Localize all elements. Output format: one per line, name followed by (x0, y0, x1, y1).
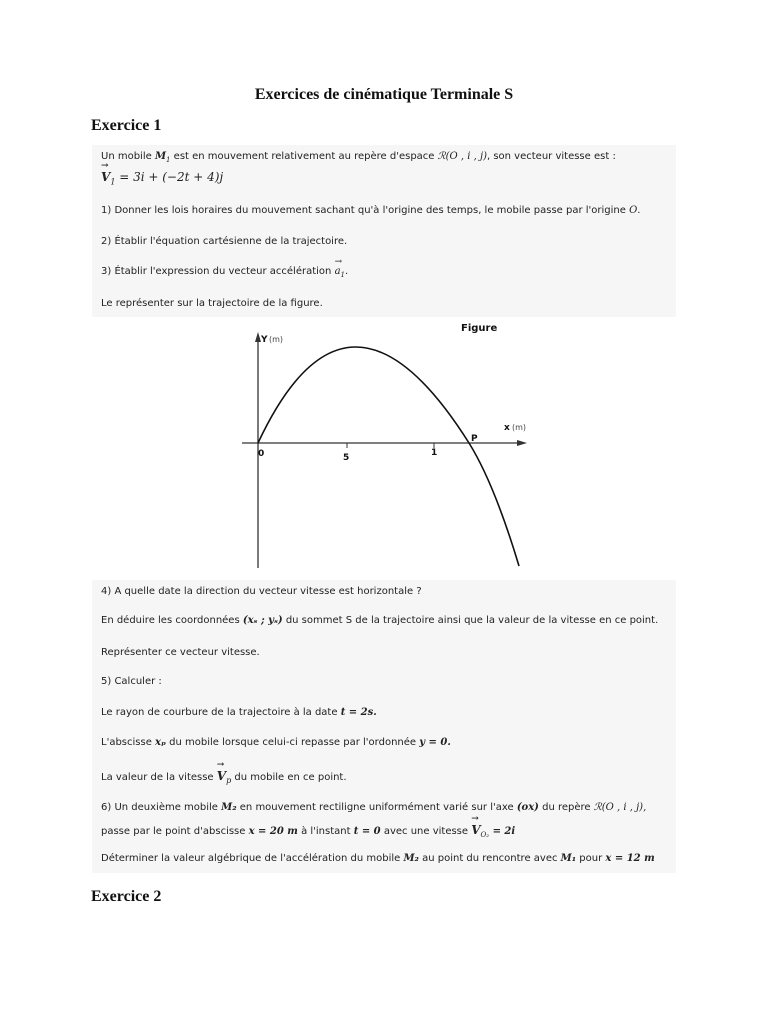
trajectory-curve (258, 347, 519, 566)
question-4-a-text-1: En déduire les coordonnées (101, 615, 243, 626)
velocity-v1-sub: 1 (110, 177, 116, 187)
summit-coordinates: (xₛ ; yₛ) (242, 615, 283, 626)
question-6-frame: ℛ(O , i , j), (593, 802, 647, 813)
question-5-c-vp-sub: p (226, 776, 232, 785)
exercise-1-heading: Exercice 1 (91, 117, 162, 134)
question-6-c (101, 853, 655, 864)
intro-text-2: est en mouvement relativement au repère d'espace (170, 151, 438, 162)
question-6-b-v-value: = 2i (489, 826, 516, 837)
question-1-text: 1) Donner les lois horaires du mouvement sachant qu'à l'origine des temps, le mobile passe par l'origine (101, 205, 630, 216)
exercise-1-questions-block (92, 580, 676, 873)
velocity-expression: = 3i + (−2t + 4)j (115, 170, 224, 184)
question-5-c-vp: → V (217, 769, 226, 783)
question-5-b-text-2: du mobile lorsque celui-ci repasse par l'ordonnée (166, 737, 420, 748)
question-5-a-text: Le rayon de courbure de la trajectoire à la date (101, 707, 341, 718)
tick-1-label: 1 (431, 448, 438, 458)
question-5-b-text-1: L'abscisse (101, 737, 156, 748)
exercise-2-heading: Exercice 2 (91, 888, 162, 905)
question-6-a-text-3: du repère (538, 802, 594, 813)
intro-line (101, 151, 667, 164)
question-6-c-text-1: Déterminer la valeur algébrique de l'accélération du mobile (101, 853, 404, 864)
question-6-c-x: x = 12 m (605, 853, 655, 864)
question-4-b: Représenter ce vecteur vitesse. (101, 647, 260, 658)
x-axis-label: x (504, 423, 510, 433)
question-3: 3) Établir l'expression du vecteur accélération → $a_1$. (101, 266, 348, 279)
question-6-c-text-3: pour (576, 853, 606, 864)
question-6-b-v: → V (471, 823, 480, 837)
intro-text-1: Un mobile (101, 151, 155, 162)
tick-5-label: 5 (343, 453, 350, 463)
x-axis-arrow (517, 440, 527, 446)
question-5-b (101, 737, 451, 748)
question-1-origin: O (629, 205, 638, 216)
question-6-b (101, 823, 515, 839)
velocity-equation (101, 170, 223, 186)
y-axis-unit: (m) (269, 335, 284, 344)
x-axis-unit: (m) (512, 423, 527, 432)
question-6-b-text-3: avec une vitesse (380, 826, 472, 837)
trajectory-figure (236, 318, 536, 568)
intro-text-3: , son vecteur vitesse est : (486, 151, 616, 162)
question-2: 2) Établir l'équation cartésienne de la trajectoire. (101, 236, 348, 247)
intro-mobile-m1-sub: 1 (166, 156, 171, 164)
exercise-1-statement-block (92, 145, 676, 317)
question-5-a (101, 707, 377, 718)
document-title: Exercices de cinématique Terminale S (254, 86, 514, 103)
question-6-b-v-sub: O₂ (480, 831, 490, 839)
question-6-b-x: x = 20 m (248, 826, 298, 837)
intro-frame: ℛ(O , i , j) (437, 151, 487, 162)
question-4-a-text-2: du sommet S de la trajectoire ainsi que la valeur de la vitesse en ce point. (282, 615, 659, 626)
question-6-c-m2: M₂ (403, 853, 419, 864)
question-3-tail: Le représenter sur la trajectoire de la figure. (101, 298, 323, 309)
figure-title: Figure (461, 323, 498, 334)
y-axis-label: Y (261, 335, 268, 345)
question-5-c (101, 769, 347, 785)
question-3-accel-symbol: → a (335, 266, 341, 277)
question-4-a (101, 615, 658, 626)
question-4: 4) A quelle date la direction du vecteur vitesse est horizontale ? (101, 586, 422, 597)
question-3-text: 3) Établir l'expression du vecteur accélération (101, 266, 335, 277)
question-6-axis: (ox) (516, 802, 539, 813)
point-p-label: P (471, 434, 478, 444)
question-6-a-text-2: en mouvement rectiligne uniformément varié sur l'axe (236, 802, 517, 813)
question-6-c-text-2: au point du rencontre avec (418, 853, 561, 864)
question-6-b-text-2: à l'instant (297, 826, 354, 837)
question-5-c-text-1: La valeur de la vitesse (101, 772, 217, 783)
question-3-accel-sub: 1 (340, 271, 346, 279)
question-6-b-t: t = 0 (353, 826, 381, 837)
question-5-b-xp: xₚ (155, 737, 166, 748)
origin-label: 0 (258, 449, 265, 459)
question-5: 5) Calculer : (101, 676, 162, 687)
question-6-b-text-1: passe par le point d'abscisse (101, 826, 249, 837)
question-1: 1) Donner les lois horaires du mouvement sachant qu'à l'origine des temps, le mobile passe par l'origine O. (101, 205, 641, 216)
question-5-c-text-2: du mobile en ce point. (231, 772, 347, 783)
question-6-a-text-1: 6) Un deuxième mobile (101, 802, 222, 813)
question-6-c-m1: M₁ (560, 853, 577, 864)
velocity-v1-symbol: → V (101, 170, 110, 184)
question-6-a (101, 802, 646, 813)
question-6-m2: M₂ (221, 802, 237, 813)
question-5-a-math: t = 2s. (340, 707, 377, 718)
question-5-b-y0: y = 0. (419, 737, 451, 748)
intro-mobile-m1: M (154, 151, 167, 162)
